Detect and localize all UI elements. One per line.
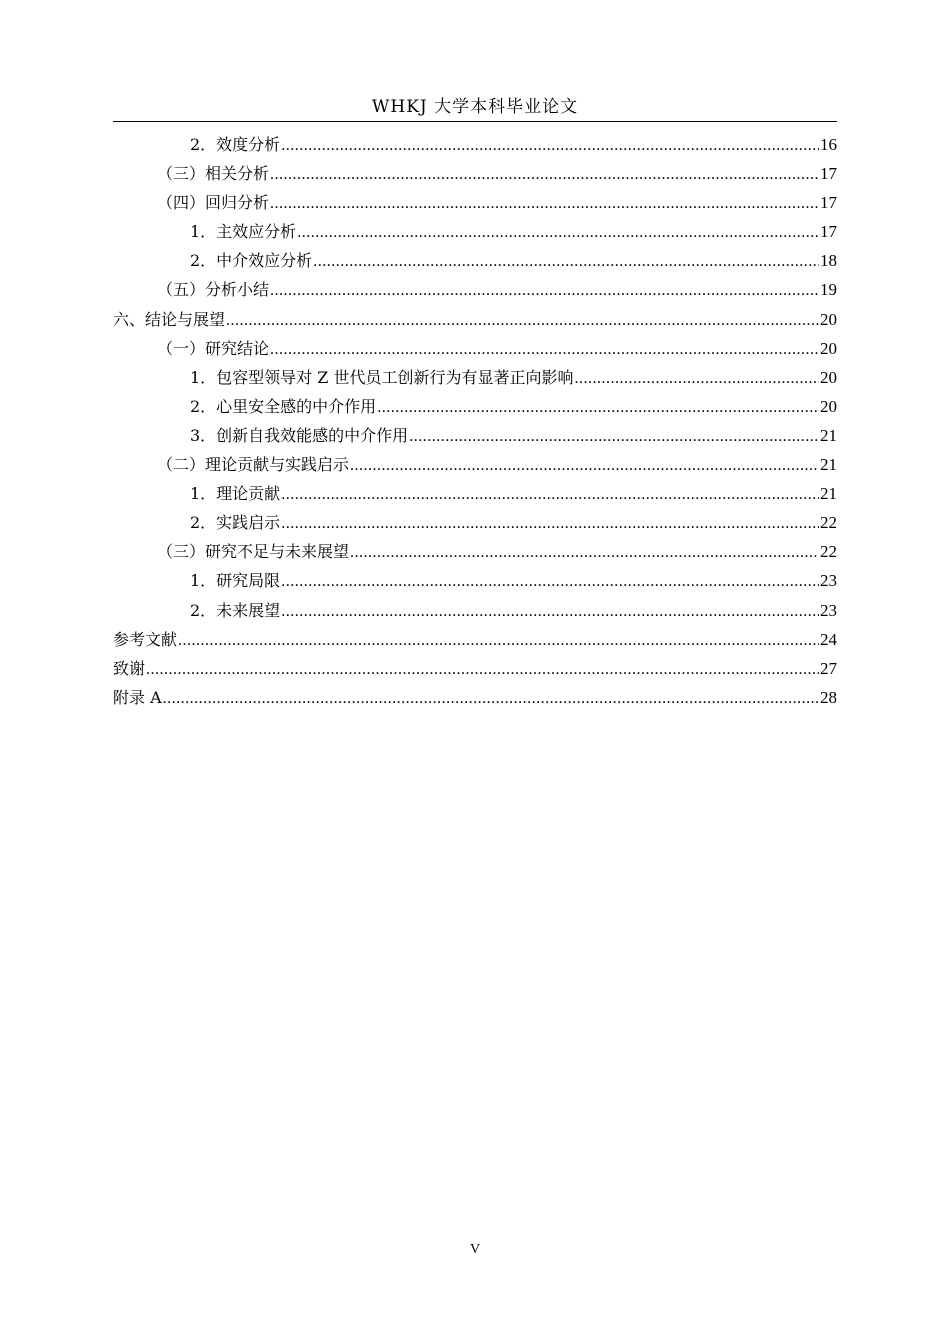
toc-entry-page: 20: [820, 309, 837, 329]
toc-entry[interactable]: [113, 130, 837, 159]
toc-entry-title: （四）回归分析: [157, 193, 270, 213]
toc-dot-leader: [297, 218, 819, 247]
toc-dot-leader: [350, 451, 819, 480]
toc-dot-leader: [178, 626, 819, 655]
toc-entry[interactable]: [113, 421, 837, 450]
toc-entry[interactable]: [113, 246, 837, 275]
toc-entry-page: 28: [820, 687, 837, 707]
toc-entry-page: 16: [820, 135, 837, 154]
toc-entry[interactable]: [113, 334, 837, 363]
toc-entry[interactable]: [113, 450, 837, 479]
toc-entry-title: 2．中介效应分析: [190, 251, 313, 271]
toc-entry[interactable]: [113, 625, 837, 654]
toc-entry[interactable]: [113, 479, 837, 508]
toc-dot-leader: [270, 335, 819, 364]
toc-dot-leader: [270, 276, 819, 305]
toc-dot-leader: [163, 684, 819, 713]
toc-entry[interactable]: [113, 566, 837, 595]
header-rule: [113, 121, 837, 122]
toc-entry-page: 17: [820, 193, 837, 213]
toc-entry-title: 1．包容型领导对 Z 世代员工创新行为有显著正向影响: [190, 367, 574, 387]
toc-entry-page: 21: [820, 484, 837, 504]
toc-entry-title: （三）相关分析: [157, 164, 270, 184]
toc-entry-page: 21: [820, 425, 837, 445]
toc-entry-page: 20: [820, 396, 837, 416]
toc-entry-page: 18: [820, 251, 837, 271]
toc-entry[interactable]: [113, 596, 837, 625]
toc-dot-leader: [281, 480, 819, 509]
toc-entry-title: 3．创新自我效能感的中介作用: [190, 425, 409, 445]
toc-dot-leader: [313, 247, 819, 276]
toc-entry-page: 21: [820, 455, 837, 475]
toc-entry-title: 2．实践启示: [190, 513, 281, 533]
toc-entry-title: 2．心里安全感的中介作用: [190, 396, 377, 416]
toc-entry[interactable]: [113, 363, 837, 392]
toc-dot-leader: [226, 306, 819, 335]
toc-entry-title: 1．理论贡献: [190, 484, 281, 504]
toc-entry-title: 2．未来展望: [190, 600, 281, 620]
toc-entry-title: （五）分析小结: [157, 280, 270, 300]
toc-entry-page: 19: [820, 280, 837, 300]
page-number: V: [469, 1242, 481, 1257]
toc-entry[interactable]: [113, 654, 837, 683]
toc-dot-leader: [270, 160, 819, 189]
toc-entry-title: 2．效度分析: [190, 135, 281, 154]
toc-entry[interactable]: [113, 305, 837, 334]
toc-entry-page: 20: [820, 367, 837, 387]
toc-entry-title: （一）研究结论: [157, 338, 270, 358]
toc-dot-leader: [574, 364, 819, 393]
toc-dot-leader: [409, 422, 819, 451]
toc-entry-title: 六、结论与展望: [113, 309, 226, 329]
toc-entry-page: 22: [820, 542, 837, 562]
toc-entry-title: （二）理论贡献与实践启示: [157, 455, 350, 475]
toc-entry[interactable]: [113, 537, 837, 566]
toc-dot-leader: [377, 393, 819, 422]
toc-dot-leader: [270, 189, 819, 218]
toc-entry-page: 24: [820, 629, 837, 649]
toc-entry-title: 附录 A: [113, 687, 162, 707]
toc-entry-page: 22: [820, 513, 837, 533]
toc-entry[interactable]: [113, 217, 837, 246]
toc-dot-leader: [350, 538, 819, 567]
toc-dot-leader: [281, 567, 819, 596]
toc-entry[interactable]: [113, 159, 837, 188]
toc-entry-page: 20: [820, 338, 837, 358]
table-of-contents: [113, 130, 837, 712]
toc-entry[interactable]: [113, 188, 837, 217]
toc-entry-page: 23: [820, 571, 837, 591]
toc-entry[interactable]: [113, 275, 837, 304]
toc-entry-page: 27: [820, 658, 837, 678]
toc-entry-title: 参考文献: [113, 629, 178, 649]
page-header-title: WHKJ 大学本科毕业论文: [371, 97, 579, 117]
toc-dot-leader: [281, 509, 819, 538]
toc-entry-title: 1．主效应分析: [190, 222, 297, 242]
toc-entry-title: （三）研究不足与未来展望: [157, 542, 350, 562]
toc-entry-page: 17: [820, 164, 837, 184]
toc-dot-leader: [281, 597, 819, 626]
toc-entry[interactable]: [113, 508, 837, 537]
toc-dot-leader: [281, 131, 819, 160]
toc-dot-leader: [146, 655, 819, 684]
toc-entry-page: 17: [820, 222, 837, 242]
toc-entry-title: 1．研究局限: [190, 571, 281, 591]
toc-entry-title: 致谢: [113, 658, 146, 678]
toc-entry[interactable]: [113, 392, 837, 421]
toc-entry[interactable]: [113, 683, 837, 712]
toc-entry-page: 23: [820, 600, 837, 620]
